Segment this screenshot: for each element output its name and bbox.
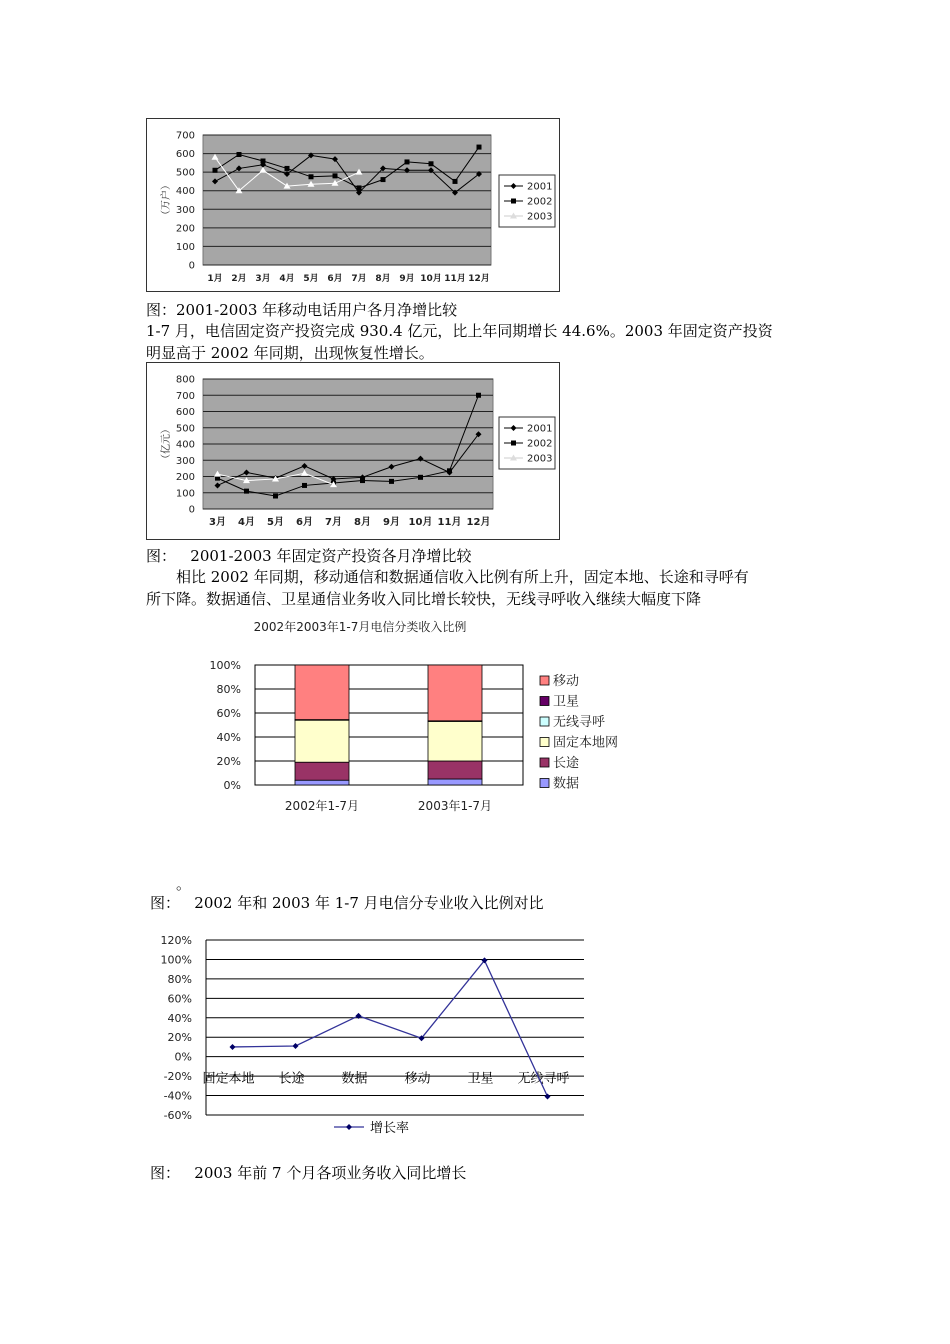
legend-swatch-无线寻呼	[540, 717, 549, 726]
chart-revenue-share-svg	[195, 615, 655, 825]
paragraph-investment	[146, 320, 816, 364]
x-tick-label: 移动	[404, 1071, 431, 1087]
x-tick-label: 10月	[408, 517, 433, 528]
x-tick-label: 10月	[420, 274, 442, 284]
paragraph-revenue	[146, 566, 826, 610]
legend-swatch-固定本地网	[540, 738, 549, 747]
legend-label-数据: 数据	[553, 776, 580, 792]
x-tick-label: 4月	[279, 274, 295, 284]
y-tick-label: 600	[175, 149, 195, 161]
x-tick-label: 9月	[383, 517, 400, 528]
point-2002	[273, 494, 278, 499]
bar-segment-固定本地网	[295, 720, 349, 762]
y-tick-label: 400	[175, 186, 195, 198]
y-tick-label: 800	[175, 374, 195, 386]
point-2002	[302, 483, 307, 488]
legend-label-2001: 2001	[527, 181, 553, 193]
point-2002	[309, 174, 314, 179]
y-tick-label: -40%	[163, 1089, 192, 1103]
x-tick-label: 固定本地	[202, 1071, 255, 1087]
y-tick-label: 0%	[223, 779, 241, 792]
y-tick-label: 300	[175, 455, 195, 467]
y-tick-label: -20%	[163, 1070, 192, 1084]
caption-chart-3: 图： 2002 年和 2003 年 1-7 月电信分专业收入比例对比	[150, 894, 544, 912]
y-tick-label: 700	[175, 130, 195, 142]
bar-segment-数据	[428, 779, 482, 785]
x-tick-label: 8月	[354, 517, 371, 528]
x-tick-label: 7月	[351, 274, 367, 284]
point-2002	[261, 159, 266, 164]
point-2002	[213, 168, 218, 173]
legend-label-2001: 2001	[527, 423, 553, 435]
point-growth	[230, 1044, 236, 1050]
caption-chart-1: 图：2001-2003 年移动电话用户各月净增比较	[146, 301, 458, 319]
y-tick-label: 500	[175, 423, 195, 435]
x-tick-label: 12月	[466, 517, 491, 528]
point-2002	[453, 179, 458, 184]
x-tick-label: 长途	[278, 1071, 305, 1087]
bar-segment-长途	[428, 761, 482, 779]
point-2002	[381, 177, 386, 182]
y-tick-label: 120%	[160, 934, 192, 947]
x-tick-label: 3月	[209, 517, 226, 528]
legend-label-卫星: 卫星	[553, 694, 580, 710]
y-tick-label: 100%	[160, 953, 192, 967]
y-tick-label: 100	[175, 488, 195, 500]
stray-period: 。	[176, 875, 192, 893]
chart-revenue-share	[195, 615, 655, 825]
chart-growth-rate-svg	[150, 930, 600, 1142]
x-tick-label: 数据	[341, 1071, 368, 1087]
y-tick-label: 80%	[216, 683, 241, 696]
legend-marker-2002	[511, 441, 516, 446]
legend-swatch-卫星	[540, 697, 549, 706]
chart-fixed-investment	[146, 362, 560, 540]
y-tick-label: 60%	[167, 992, 192, 1006]
point-2002	[389, 479, 394, 484]
bar-segment-数据	[295, 780, 349, 785]
x-tick-label: 1月	[207, 274, 223, 284]
legend-swatch-移动	[540, 676, 549, 685]
y-tick-label: 100	[175, 241, 195, 253]
x-tick-label: 11月	[437, 517, 462, 528]
legend-label-growth: 增长率	[370, 1121, 410, 1136]
bar-segment-固定本地网	[428, 721, 482, 761]
point-2002	[333, 173, 338, 178]
paragraph-revenue-line-2: 所下降。数据通信、卫星通信业务收入同比增长较快，无线寻呼收入继续大幅度下降	[146, 590, 702, 608]
legend-label-固定本地网: 固定本地网	[553, 735, 619, 751]
point-2002	[405, 159, 410, 164]
x-tick-label: 4月	[238, 517, 255, 528]
point-2002	[237, 152, 242, 157]
x-tick-label: 无线寻呼	[517, 1071, 570, 1087]
bar-segment-移动	[295, 665, 349, 720]
y-tick-label: 0	[188, 504, 195, 516]
point-2002	[429, 161, 434, 166]
legend-label-2002: 2002	[527, 438, 553, 450]
plot-area	[203, 135, 491, 265]
x-tick-label: 2月	[231, 274, 247, 284]
legend-label-2003: 2003	[527, 211, 553, 223]
paragraph-investment-line-1: 1-7 月，电信固定资产投资完成 930.4 亿元，比上年同期增长 44.6%。2003 年固定资产投资	[146, 322, 773, 340]
x-tick-label: 12月	[468, 274, 490, 284]
y-tick-label: 100%	[209, 659, 241, 672]
y-tick-label: 500	[175, 167, 195, 179]
x-tick-label: 5月	[303, 274, 319, 284]
point-growth	[293, 1043, 299, 1049]
point-2002	[360, 478, 365, 483]
y-tick-label: 0%	[174, 1050, 192, 1064]
bar-segment-长途	[295, 762, 349, 780]
y-tick-label: 40%	[216, 731, 241, 744]
x-tick-label: 6月	[327, 274, 343, 284]
x-tick-label: 11月	[444, 274, 466, 284]
chart-mobile-users	[146, 118, 560, 292]
legend-label-长途: 长途	[553, 756, 580, 771]
y-axis-label: （万户）	[161, 180, 172, 220]
x-tick-label: 卫星	[467, 1071, 494, 1087]
y-tick-label: 200	[175, 472, 195, 483]
x-tick-label: 5月	[267, 517, 284, 528]
x-tick-label: 8月	[375, 274, 391, 284]
x-tick-label: 6月	[296, 517, 313, 528]
x-tick-label: 2002年1-7月	[284, 799, 360, 813]
y-tick-label: -60%	[163, 1109, 192, 1122]
y-tick-label: 700	[175, 390, 195, 402]
legend-marker-2002	[511, 199, 516, 204]
legend-label-2003: 2003	[527, 453, 553, 465]
point-2002	[477, 145, 482, 150]
y-tick-label: 40%	[167, 1011, 192, 1025]
x-tick-label: 7月	[325, 517, 342, 528]
y-tick-label: 60%	[216, 707, 241, 720]
point-2002	[244, 489, 249, 494]
point-2002	[285, 166, 290, 171]
point-2002	[476, 393, 481, 398]
chart-mobile-users-svg	[147, 119, 559, 291]
y-tick-label: 400	[175, 439, 195, 451]
point-2002	[418, 475, 423, 480]
y-tick-label: 0	[188, 260, 195, 272]
chart-fixed-investment-svg	[147, 363, 559, 539]
bar-segment-移动	[428, 665, 482, 721]
legend-marker-growth	[346, 1124, 352, 1130]
y-tick-label: 300	[175, 204, 195, 216]
point-2002	[447, 468, 452, 473]
legend-swatch-长途	[540, 758, 549, 767]
y-tick-label: 600	[175, 407, 195, 418]
y-axis-label: （亿元）	[161, 424, 172, 464]
x-tick-label: 2003年1-7月	[417, 799, 493, 813]
legend-swatch-数据	[540, 779, 549, 788]
paragraph-revenue-line-1: 相比 2002 年同期，移动通信和数据通信收入比例有所上升，固定本地、长途和寻呼有	[176, 568, 749, 586]
chart-growth-rate	[150, 930, 600, 1142]
legend-label-无线寻呼: 无线寻呼	[553, 715, 606, 730]
legend-label-2002: 2002	[527, 196, 553, 208]
point-2002	[357, 185, 362, 190]
y-tick-label: 20%	[167, 1031, 192, 1045]
y-tick-label: 200	[175, 223, 195, 235]
x-tick-label: 9月	[399, 274, 415, 284]
y-tick-label: 20%	[216, 755, 241, 768]
chart-title: 2002年2003年1-7月电信分类收入比例	[253, 620, 467, 634]
caption-chart-4: 图： 2003 年前 7 个月各项业务收入同比增长	[150, 1164, 467, 1182]
caption-chart-2: 图： 2001-2003 年固定资产投资各月净增比较	[146, 547, 472, 565]
legend-label-移动: 移动	[553, 674, 580, 689]
point-growth	[545, 1094, 551, 1100]
x-tick-label: 3月	[255, 274, 271, 284]
paragraph-investment-line-2: 明显高于 2002 年同期，出现恢复性增长。	[146, 344, 434, 362]
y-tick-label: 80%	[167, 972, 192, 986]
